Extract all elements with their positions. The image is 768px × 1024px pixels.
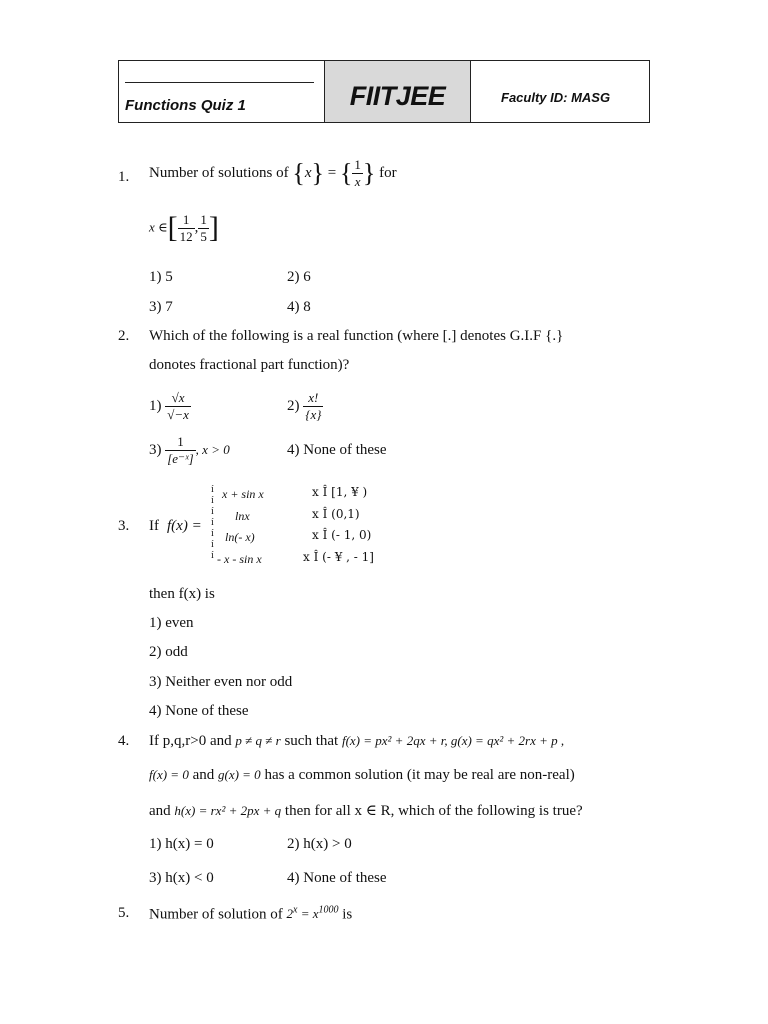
q3-piece-4-cond: x Î (- ¥ , - 1] <box>303 550 374 564</box>
q3-piece-3-cond: x Î (- 1, 0) <box>312 528 372 542</box>
q3-piece-1-expr: x + sin x <box>222 487 264 501</box>
header-logo-cell <box>325 61 471 122</box>
q4-number: 4. <box>118 733 130 749</box>
q2-option-2: 2) $\frac{x!}{\{x\}}$ <box>287 390 322 422</box>
quiz-title: Functions Quiz 1 <box>125 97 246 114</box>
q3-brace: í í í í í í í <box>211 484 214 561</box>
q2-number: 2. <box>118 328 130 344</box>
q1-domain-var: x ∈ <box>149 219 168 235</box>
q2-option-4: 4) None of these <box>287 442 387 458</box>
q1-for: for <box>379 164 397 181</box>
header-faculty-cell <box>471 61 649 122</box>
q3-number: 3. <box>118 518 130 534</box>
q1-lhs: x <box>304 164 312 181</box>
q3-piece-1-cond: x Î [1, ¥ ) <box>312 485 368 499</box>
q3-then: then f(x) is <box>149 586 215 602</box>
q1-text: Number of solutions of <box>149 164 289 181</box>
q4-option-4: 4) None of these <box>287 870 387 886</box>
q3-option-2: 2) odd <box>149 644 188 660</box>
q3-option-3: 3) Neither even nor odd <box>149 674 293 690</box>
q3-if: If <box>149 518 159 534</box>
q4-option-3: 3) h(x) < 0 <box>149 870 214 886</box>
q1-eq: = <box>327 164 337 181</box>
q1-stem: Number of solutions of {x} = { $\frac{1}{x}$ } for <box>149 157 397 189</box>
q4-option-2: 2) h(x) > 0 <box>287 836 352 852</box>
q3-option-4: 4) None of these <box>149 703 249 719</box>
q3-fx: f(x) = <box>167 518 202 534</box>
q1-option-1: 1) 5 <box>149 269 173 285</box>
q4-line-3: and h(x) = rx² + 2px + q then for all x ∈ R, which of the following is true? <box>149 803 583 819</box>
q2-line-2: donotes fractional part function)? <box>149 357 350 373</box>
q3-piece-2-cond: x Î (0,1) <box>312 507 360 521</box>
q1-rhs-fraction: $\frac{1}{x}$ <box>354 157 361 189</box>
q2-option-1: 1) $\frac{√x}{√-x}$ <box>149 390 189 422</box>
header-title-cell <box>119 61 325 122</box>
q1-option-3: 3) 7 <box>149 299 173 315</box>
q1-domain-a: $\frac{1}{12}$ <box>179 211 193 244</box>
q5-stem: Number of solution of $2^x = x^{1000}$ is <box>149 905 353 923</box>
q4-option-1: 1) h(x) = 0 <box>149 836 214 852</box>
quiz-header <box>118 60 650 123</box>
q2-line-1: Which of the following is a real function (where [.] denotes G.I.F {.} <box>149 328 564 344</box>
q1-option-2: 2) 6 <box>287 269 311 285</box>
q1-option-4: 4) 8 <box>287 299 311 315</box>
q1-number: 1. <box>118 169 130 185</box>
q1-domain: x ∈[ $\frac{1}{12}$ , $\frac{1}{5}$ ] <box>149 211 219 244</box>
q4-line-2: f(x) = 0 and g(x) = 0 has a common solution (it may be real are non-real) <box>149 767 575 783</box>
name-blank-line <box>125 82 314 83</box>
q3-option-1: 1) even <box>149 615 194 631</box>
q4-line-1: If p,q,r>0 and p ≠ q ≠ r such that f(x) = px² + 2qx + r, g(x) = qx² + 2rx + p , <box>149 733 565 749</box>
q3-piece-4-expr: - x - sin x <box>217 552 262 566</box>
faculty-id: Faculty ID: MASG <box>501 90 611 105</box>
q1-domain-b: $\frac{1}{5}$ <box>200 211 207 244</box>
fiitjee-logo: FIITJEE <box>349 81 446 111</box>
q3-piece-2-expr: lnx <box>235 509 250 523</box>
q5-number: 5. <box>118 905 130 921</box>
q3-piece-3-expr: ln(- x) <box>225 530 255 544</box>
q2-option-3: 3) $\frac{1}{\text{[e⁻ˣ]}}$ , x > 0 <box>149 434 230 466</box>
